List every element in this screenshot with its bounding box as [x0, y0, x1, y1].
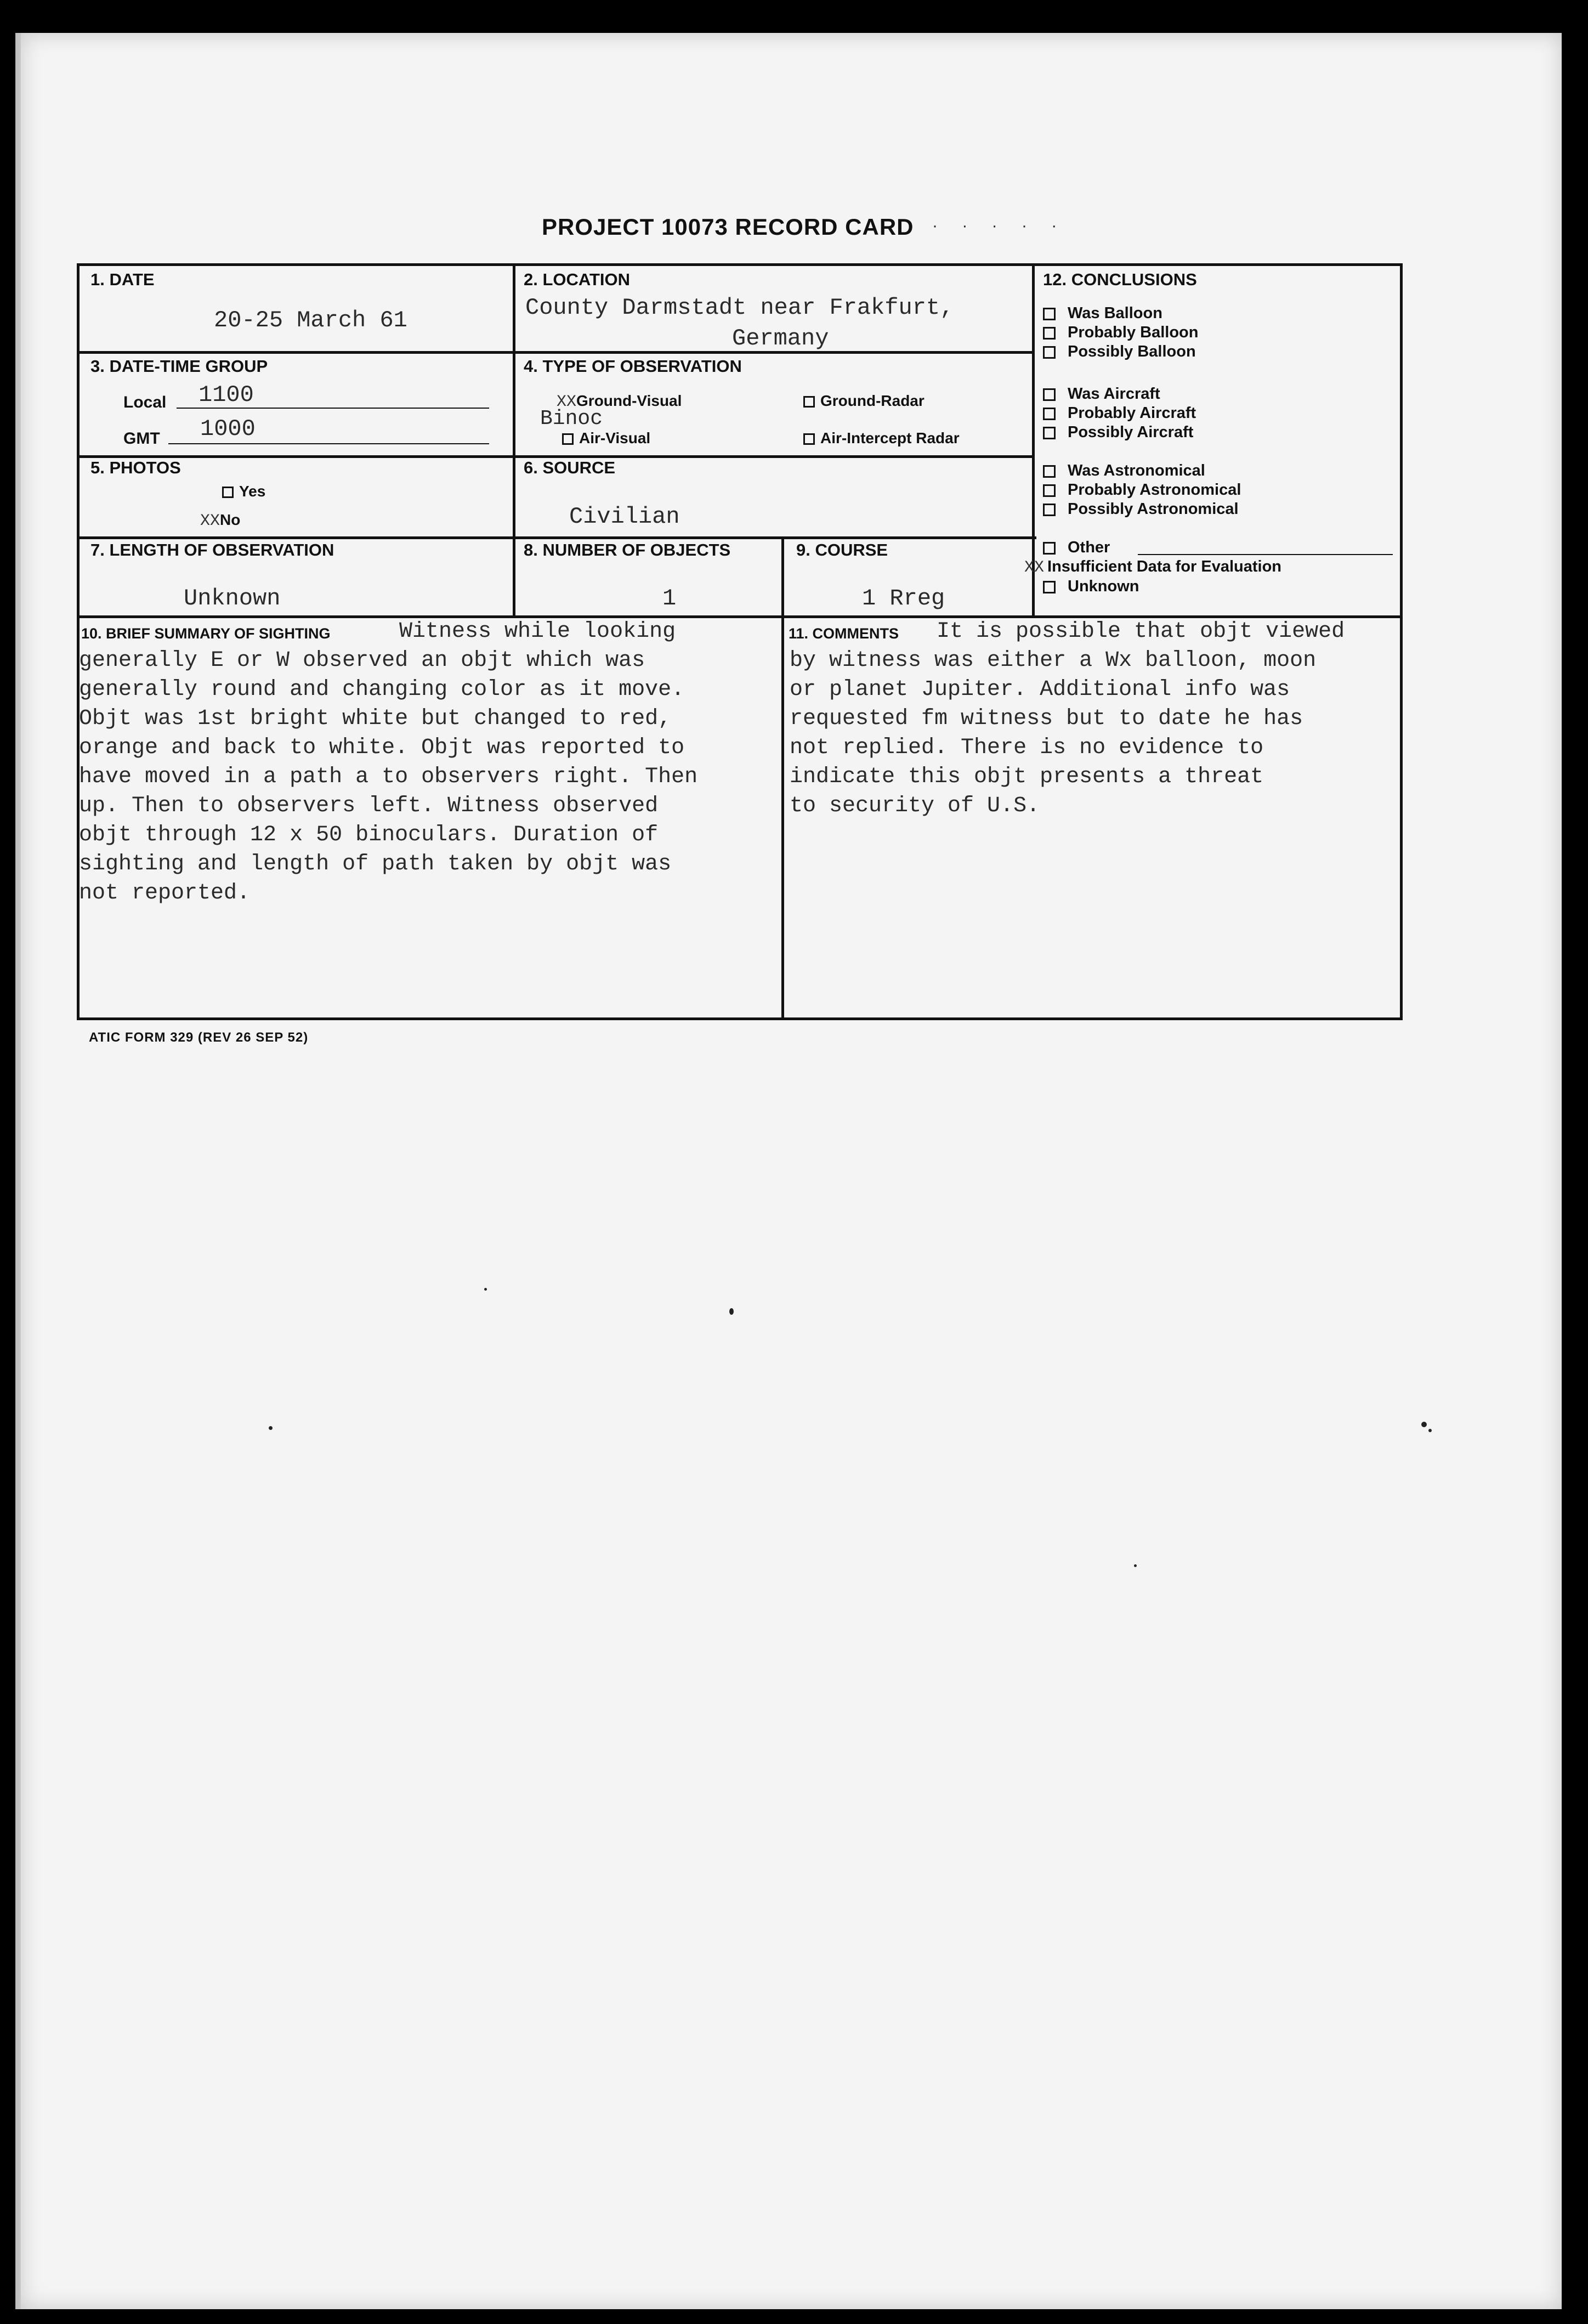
comments-line-2: by witness was either a Wx balloon, moon [790, 648, 1317, 673]
location-line-1: County Darmstadt near Frakfurt, [525, 295, 954, 321]
ground-radar-checkbox [803, 396, 815, 408]
ground-visual-mark: XX [557, 393, 577, 411]
summary-line-2: generally E or W observed an objt which was [79, 648, 645, 673]
gmt-underline [168, 443, 489, 444]
photos-no-mark: XX [200, 512, 220, 530]
divider-summary-comments [781, 617, 784, 1020]
air-intercept-radar-text: Air-Intercept Radar [820, 429, 960, 446]
checkbox [1043, 388, 1056, 401]
photos-yes-checkbox [222, 487, 234, 498]
gmt-value: 1000 [200, 416, 256, 442]
conclusion-probably-aircraft [1043, 404, 1196, 422]
ground-radar-option [803, 392, 925, 410]
conclusion-was-astronomical [1043, 462, 1205, 480]
conclusion-probably-balloon [1043, 324, 1198, 342]
scan-speck [1134, 1564, 1137, 1567]
conclusion-was-balloon [1043, 304, 1162, 323]
location-line-2: Germany [732, 325, 829, 352]
scan-speck [729, 1308, 734, 1315]
comments-line-5: not replied. There is no evidence to [790, 736, 1264, 760]
conclusion-possibly-balloon [1043, 343, 1196, 361]
conclusion-was-aircraft [1043, 385, 1160, 403]
comments-line-6: indicate this objt presents a threat [790, 765, 1264, 789]
comments-line-4: requested fm witness but to date he has [790, 706, 1303, 731]
record-card-form [77, 263, 1403, 1020]
insufficient-data-mark: XX [1024, 558, 1045, 577]
form-border-bottom [77, 1017, 1403, 1020]
divider-objects-course [781, 538, 784, 617]
photos-yes-text: Yes [239, 483, 266, 500]
scan-speck [1428, 1429, 1432, 1432]
conclusion-insufficient-data [1024, 558, 1281, 577]
summary-line-6: have moved in a path a to observers right. Then [79, 765, 698, 789]
conclusion-possibly-astronomical [1043, 500, 1239, 518]
summary-line-9: sighting and length of path taken by objt was [79, 852, 672, 877]
summary-line-5: orange and back to white. Objt was reported to [79, 736, 685, 760]
date-label: 1. DATE [90, 270, 155, 289]
form-number-footer: ATIC FORM 329 (REV 26 SEP 52) [89, 1030, 309, 1045]
air-visual-text: Air-Visual [579, 429, 651, 446]
conclusions-label: 12. CONCLUSIONS [1043, 270, 1197, 289]
conclusion-label: Insufficient Data for Evaluation [1047, 558, 1282, 575]
other-underline [1138, 554, 1393, 555]
comments-line-7: to security of U.S. [790, 794, 1040, 818]
comments-line-1: It is possible that objt viewed [937, 619, 1345, 644]
length-of-observation-value: Unknown [184, 585, 281, 612]
air-visual-option [562, 429, 650, 447]
source-value: Civilian [569, 504, 680, 530]
summary-line-1: Witness while looking [399, 619, 676, 644]
comments-label: 11. COMMENTS [789, 625, 899, 642]
conclusion-label: Probably Astronomical [1068, 481, 1241, 499]
conclusion-label: Probably Balloon [1068, 324, 1199, 341]
conclusion-label: Other [1068, 539, 1110, 556]
checkbox [1043, 427, 1056, 439]
ground-visual-text: Ground-Visual [576, 392, 682, 409]
checkbox [1043, 465, 1056, 478]
scan-speck [269, 1426, 273, 1430]
number-of-objects-value: 1 [662, 585, 677, 612]
comments-line-3: or planet Jupiter. Additional info was [790, 677, 1290, 702]
row-divider-3 [77, 536, 1034, 539]
number-of-objects-label: 8. NUMBER OF OBJECTS [524, 540, 731, 559]
scan-speck [484, 1288, 487, 1291]
summary-line-3: generally round and changing color as it move. [79, 677, 685, 702]
ground-radar-text: Ground-Radar [820, 392, 925, 409]
checkbox [1043, 346, 1056, 359]
divider-date-location [513, 263, 515, 617]
date-time-group-label: 3. DATE-TIME GROUP [90, 357, 268, 376]
summary-line-7: up. Then to observers left. Witness observed [79, 794, 659, 818]
summary-line-10: not reported. [79, 881, 251, 906]
course-value: 1 Rreg [862, 585, 945, 612]
source-label: 6. SOURCE [524, 458, 616, 477]
conclusion-possibly-aircraft [1043, 423, 1193, 442]
photos-no-text: No [220, 511, 241, 528]
course-label: 9. COURSE [796, 540, 888, 559]
binoc-annotation: Binoc [540, 407, 603, 431]
conclusion-label: Was Astronomical [1068, 462, 1205, 479]
checkbox [1043, 327, 1056, 340]
checkbox [1043, 504, 1056, 516]
form-border-right [1400, 263, 1403, 1020]
checkbox [1043, 308, 1056, 320]
checkbox [1043, 542, 1056, 555]
scan-speck [1421, 1422, 1427, 1427]
gmt-label: GMT [123, 429, 160, 448]
air-intercept-radar-checkbox [803, 433, 815, 445]
checkbox [1043, 408, 1056, 420]
summary-line-4: Objt was 1st bright white but changed to red, [79, 706, 672, 731]
photos-yes-option [222, 483, 265, 500]
length-of-observation-label: 7. LENGTH OF OBSERVATION [90, 540, 334, 559]
checkbox [1043, 484, 1056, 497]
card-title: PROJECT 10073 RECORD CARD [542, 214, 914, 240]
date-value: 20-25 March 61 [214, 307, 407, 333]
conclusion-label: Was Aircraft [1068, 385, 1160, 403]
location-label: 2. LOCATION [524, 270, 631, 289]
conclusion-other [1043, 539, 1110, 557]
photos-no-option [200, 511, 240, 530]
form-border-top [77, 263, 1403, 266]
summary-line-8: objt through 12 x 50 binoculars. Duration of [79, 823, 659, 847]
local-time-value: 1100 [198, 382, 254, 408]
air-intercept-radar-option [803, 429, 960, 447]
conclusions-divider [1034, 536, 1036, 539]
conclusion-label: Possibly Aircraft [1068, 423, 1194, 441]
conclusion-label: Was Balloon [1068, 304, 1162, 322]
conclusion-probably-astronomical [1043, 481, 1241, 499]
summary-label: 10. BRIEF SUMMARY OF SIGHTING [81, 625, 331, 642]
conclusion-unknown [1043, 578, 1139, 596]
type-of-observation-label: 4. TYPE OF OBSERVATION [524, 357, 742, 376]
conclusion-label: Possibly Astronomical [1068, 500, 1239, 518]
local-time-label: Local [123, 393, 167, 411]
title-specks: · · · · · [932, 217, 1067, 235]
photos-label: 5. PHOTOS [90, 458, 181, 477]
checkbox [1043, 581, 1056, 593]
conclusion-label: Probably Aircraft [1068, 404, 1196, 422]
conclusion-label: Unknown [1068, 578, 1139, 595]
row-divider-1 [77, 351, 1034, 354]
air-visual-checkbox [562, 433, 574, 445]
conclusion-label: Possibly Balloon [1068, 343, 1196, 360]
